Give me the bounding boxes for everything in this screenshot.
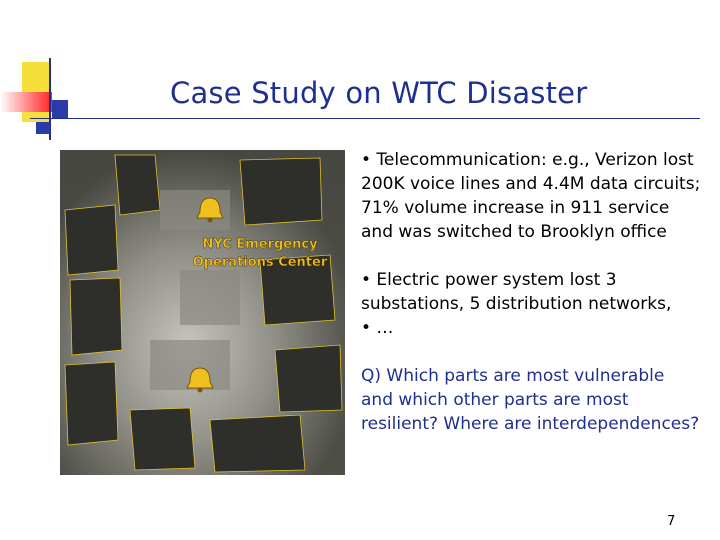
deco-red-bar bbox=[0, 92, 52, 112]
slide-title: Case Study on WTC Disaster bbox=[170, 76, 588, 110]
question-text bbox=[361, 364, 716, 436]
question-line: and which other parts are most bbox=[361, 390, 629, 410]
bullet-line: substations, 5 distribution networks, bbox=[361, 294, 672, 314]
bullet-line: • … bbox=[361, 318, 394, 338]
deco-horizontal-line bbox=[30, 118, 700, 119]
bullet-line: 71% volume increase in 911 service bbox=[361, 198, 670, 218]
page-number: 7 bbox=[667, 514, 676, 529]
photo-caption-line2: Operations Center bbox=[192, 255, 328, 270]
bullet-line: and was switched to Brooklyn office bbox=[361, 222, 667, 242]
photo-caption-line1: NYC Emergency bbox=[202, 237, 318, 252]
bullet-line: 200K voice lines and 4.4M data circuits; bbox=[361, 174, 701, 194]
aerial-photo-wtc bbox=[60, 150, 345, 475]
question-line: Q) Which parts are most vulnerable bbox=[361, 366, 665, 386]
question-line: resilient? Where are interdependences? bbox=[361, 414, 700, 434]
deco-blue-square bbox=[52, 100, 68, 118]
bullet-line: • Telecommunication: e.g., Verizon lost bbox=[361, 150, 694, 170]
bullet-telecommunication bbox=[361, 148, 716, 244]
bullet-line: • Electric power system lost 3 bbox=[361, 270, 617, 290]
bullet-electric-power bbox=[361, 268, 716, 340]
deco-blue-bar-left bbox=[36, 122, 50, 134]
